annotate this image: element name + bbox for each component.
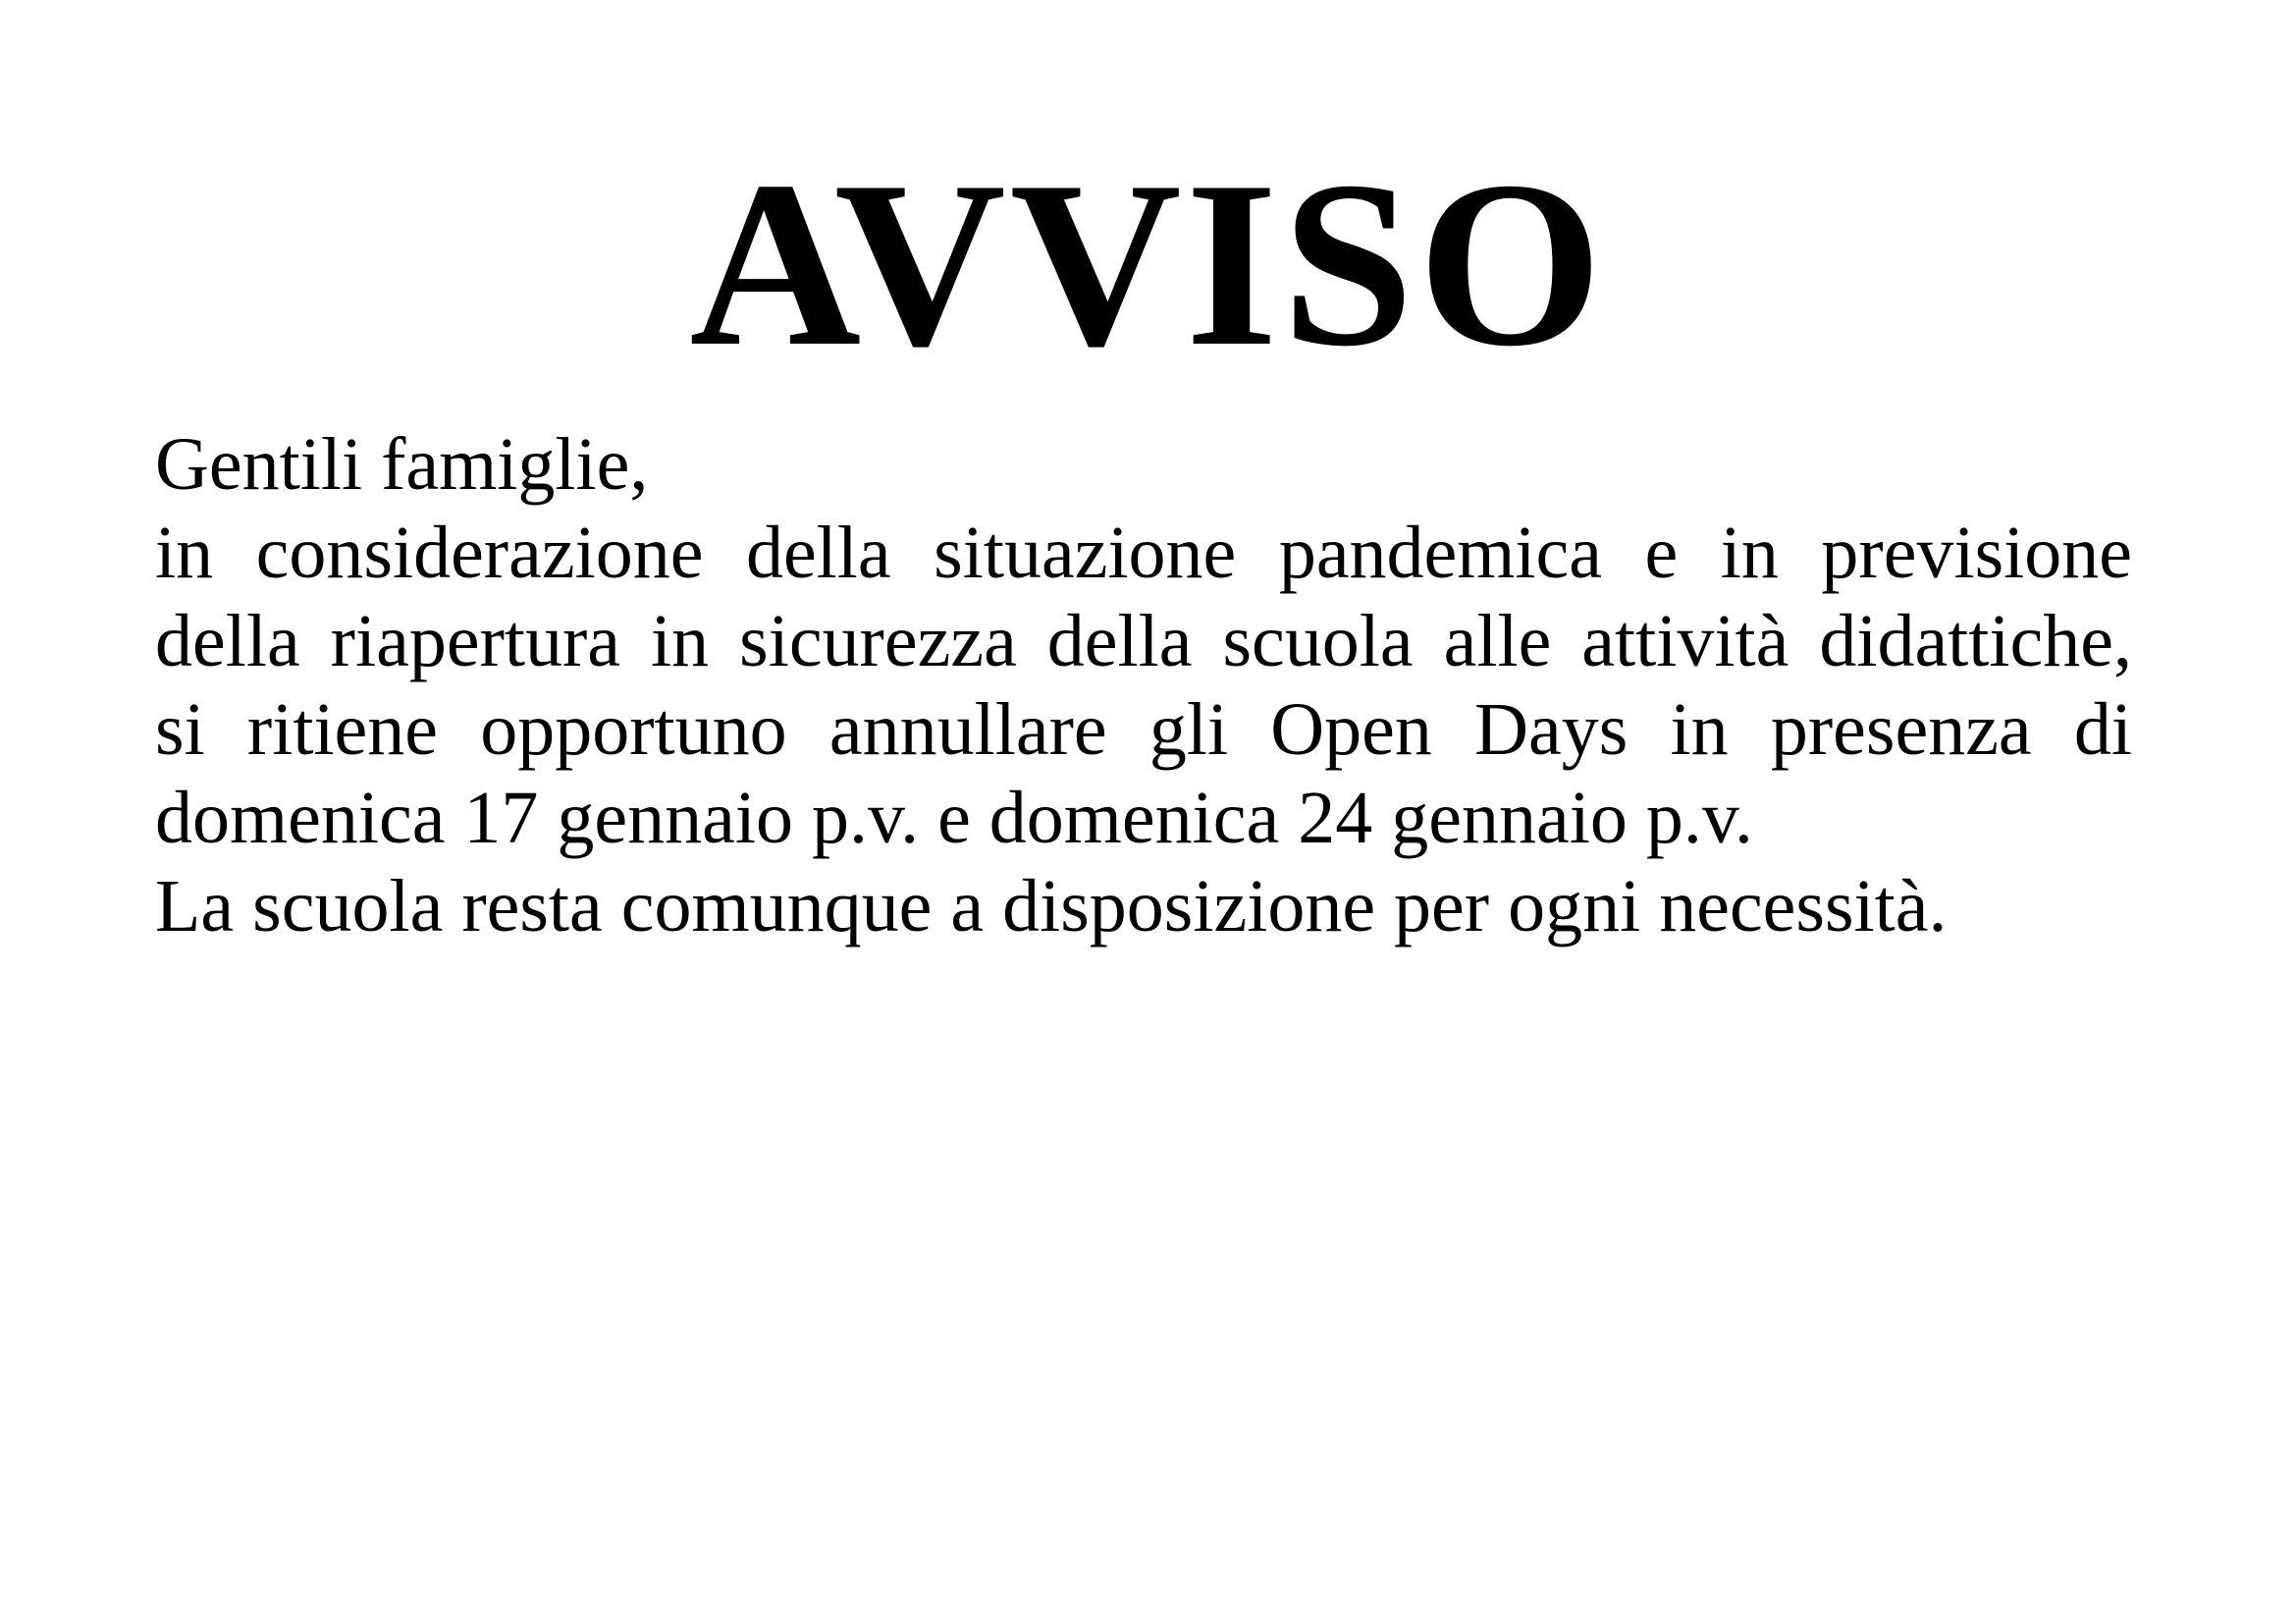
notice-body [155,420,2132,950]
closing-line: La scuola resta comunque a disposizione per ogni necessità. [155,865,1948,947]
body-line-2: della riapertura in sicurezza della scuola alle attività didattiche, [155,600,2132,682]
notice-title: AVVISO [689,133,1607,396]
body-line-1: in considerazione della situazione pandemica e in previsione [155,512,2132,594]
greeting-line: Gentili famiglie, [155,423,649,506]
body-line-4: domenica 17 gennaio p.v. e domenica 24 gennaio p.v. [155,777,1753,859]
body-line-3: si ritiene opportuno annullare gli Open Days in presenza di [155,688,2132,771]
